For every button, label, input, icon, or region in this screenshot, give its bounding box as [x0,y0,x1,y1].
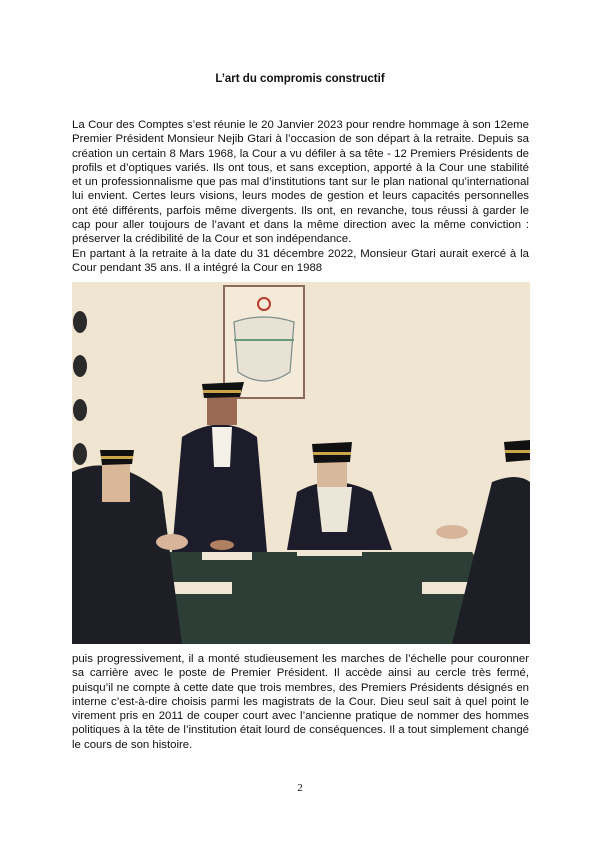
paragraph-retirement: En partant à la retraite à la date du 31 décembre 2022, Monsieur Gtari aurait exercé à la Cour pendant 35 ans. Il a intégré la Cour en 1988 [72,248,529,275]
page-title: L’art du compromis constructif [215,73,385,85]
page-number: 2 [297,782,303,794]
ceremony-photo [72,282,530,644]
paragraph-career: puis progressivement, il a monté studieusement les marches de l’échelle pour couronner sa carrière avec le poste de Premier Président. Il accède ainsi au cercle très fermé, puisqu’il ne compte à cette date que trois membres, des Premiers Présidents désignés en interne c’est-à-dire choisis parmi les magistrats de la Cour. Dieu seul sait à quel point le virement pris en 2011 de couper court avec l’ancienne pratique de nommer des hommes politiques à la tête de l’institution était lourd de conséquences. Il a tout simplement changé le cours de son histoire. [72,653,529,751]
paragraph-intro: La Cour des Comptes s’est réunie le 20 Janvier 2023 pour rendre hommage à son 12eme Premier Président Monsieur Nejib Gtari à l’occasion de son départ à la retraite. Depuis sa création un certain 8 Mars 1968, la Cour a vu défiler à sa tête - 12 Premiers Présidents de profils et d’optiques variés. Ils ont tous, et sans exception, apporté à la Cour une stabilité et un professionnalisme que pas mal d’institutions tant sur le plan national qu’international lui envient. Certes leurs visions, leurs modes de gestion et leurs capacités personnelles ont été différents, parfois même divergents. Ils ont, en revanche, tous réussi à garder le cap pour aller toujours de l’avant et dans la même direction avec la même conviction : préserver la crédibilité de la Cour et son indépendance. [72,119,529,246]
